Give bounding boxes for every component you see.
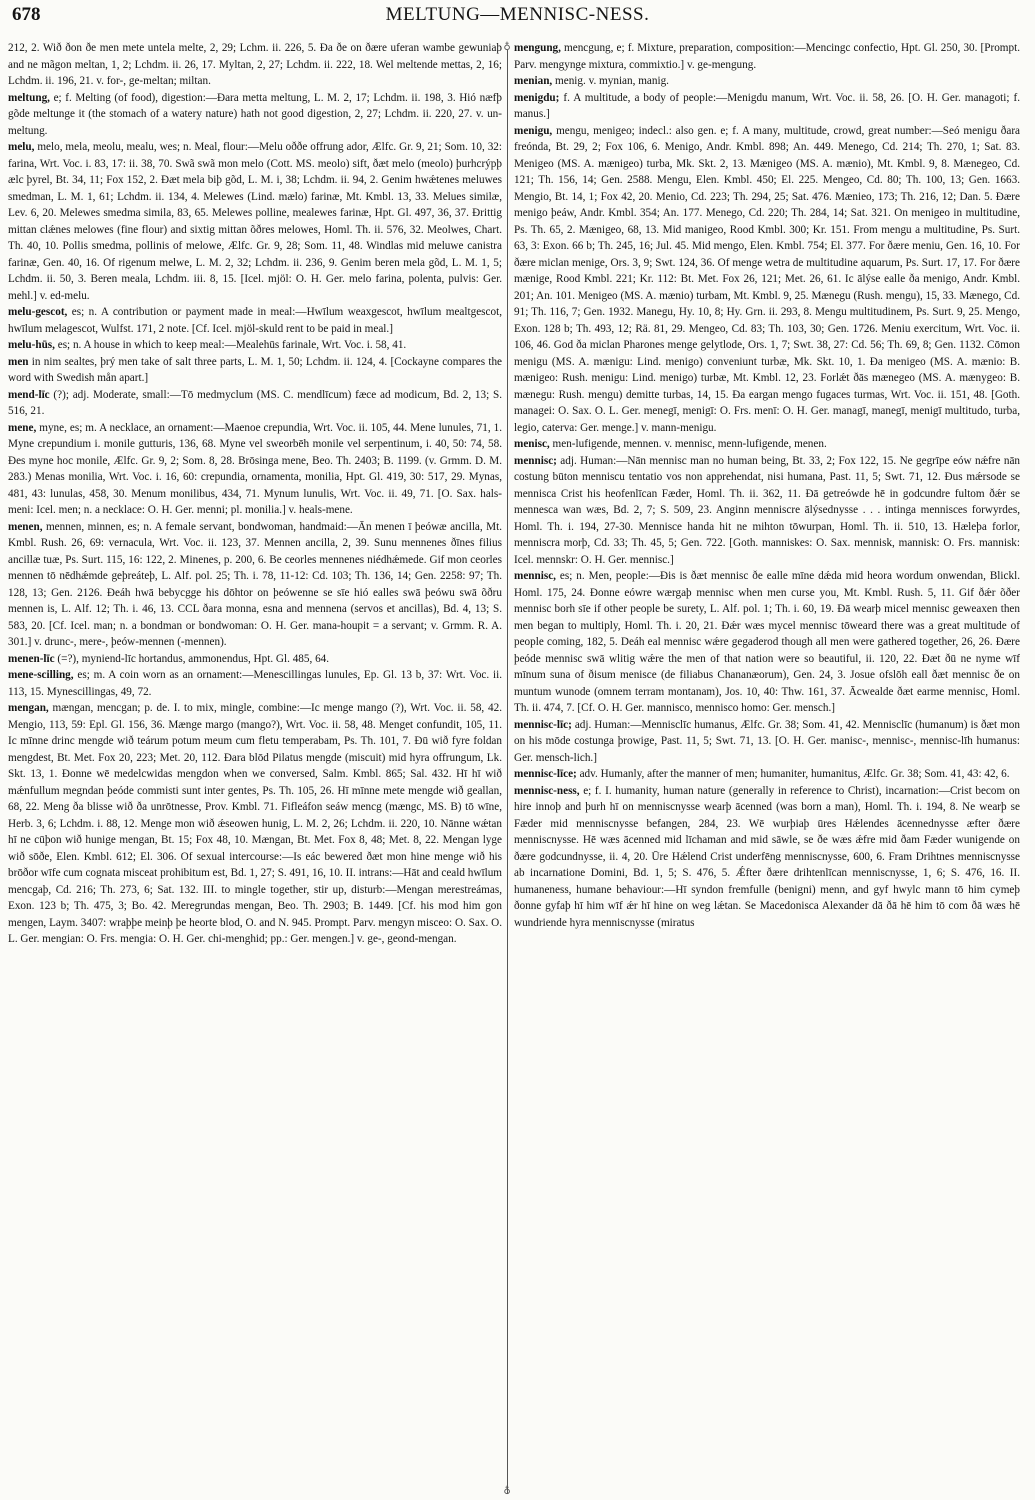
entry-headword: mene-scilling, [8, 669, 74, 681]
dictionary-entry [8, 420, 502, 519]
entry-headword: mengan, [8, 702, 49, 714]
entry-body: adj. Human:—Mennisclīc humanus, Ælfc. Gr. 38; Som. 41, 42. Mennisclīc (humanum) is ðæt mon on his mōde costunga þrowige, Past. 11, 5; Swt. 71, 13. [O. H. Ger. manisc-, mennisc-, mennisc-līh humanus: Ger. mensch-lich.] [514, 718, 1020, 764]
dictionary-entry [514, 436, 1020, 453]
dictionary-entry [514, 783, 1020, 932]
dictionary-entry [8, 519, 502, 651]
column-divider-ornament-top: ♁ [503, 42, 511, 53]
entry-body: mennen, minnen, es; n. A female servant, bondwoman, handmaid:—Ān menen ī þeówæ ancilla, Mt. Kmbl. Rush. 26, 69: vernacula, Wrt. Voc. ii. 123, 37. Mennen ancilla, 2, 39. Sunu mennenes ðīnes filius ancillæ tuæ, Ps. Surt. 115, 16: 122, 2. Minenes, p. 200, 6. Be ceorles mennenes niédhǽmede. Gif mon ceorles mennen tō nēdhǽmde geþreáteþ, L. Alf. pol. 25; Th. i. 78, 11-12: Cd. 103; Th. 136, 14; Gen. 2258: 97; Th. 128, 13; Gen. 2126. Ðeáh hwā bebycgge his dōhtor on þeówenne se sīe hió ealles swā þeówu swā õðru mennen is, L. Alf. 12; Th. i. 46, 13. CCL ðara monna, esna and mennena (servos et ancillas), Bd. 4, 13; S. 583, 20. [Cf. Icel. man; n. a bondman or bondwoman: O. H. Ger. mana-houpit = a servant; v. Grmm. R. A. 301.] v. drunc-, mere-, þeów-mennen (-mennen). [8, 520, 502, 648]
entry-headword: melu-hūs, [8, 339, 55, 351]
entry-headword: mene, [8, 421, 37, 434]
entry-headword: mennisc; [514, 454, 557, 467]
dictionary-entry [8, 40, 502, 90]
dictionary-entry [514, 766, 1020, 783]
entry-headword: melu, [8, 141, 35, 153]
entry-body: f. A multitude, a body of people:—Menigdu manum, Wrt. Voc. ii. 58, 26. [O. H. Ger. managoti; f. manus.] [514, 91, 1020, 120]
dictionary-entry [8, 354, 502, 387]
entry-headword: menen, [8, 520, 43, 533]
entry-headword: mengung, [514, 42, 561, 54]
entry-body: mencgung, e; f. Mixture, preparation, composition:—Mencingc confectio, Hpt. Gl. 250, 30. [Prompt. Parv. mengynge mixtura, commixtio.] v. ge-mengung. [514, 42, 1020, 71]
entry-headword: melu-gescot, [8, 306, 68, 318]
running-head: MELTUNG—MENNISC-NESS. [385, 4, 650, 25]
dictionary-entry [514, 73, 1020, 90]
entry-headword: meltung, [8, 91, 50, 104]
entry-body: men-lufigende, mennen. v. mennisc, menn-lufigende, menen. [552, 438, 827, 450]
dictionary-entry [514, 568, 1020, 717]
dictionary-entry [8, 700, 502, 948]
dictionary-entry [8, 337, 502, 354]
entry-body: e; f. I. humanity, human nature (generally in reference to Christ), incarnation:—Crist becom on hire innoþ and þurh hī on menniscnysse wearþ ācenned (was born a man), Homl. Th. i. 194, 8. Ne wearþ se Fæder mid menniscnysse befangen, 284, 23. Wē wurþiaþ ūres Hǽlendes ācennednysse æfter ðære menniscnysse. Hē wæs ācenned mid līchaman and mid sāwle, se ðe wæs ǽfre mid ðam Fæder wunigende on ðære godcundnysse, ii. 4, 20. Ūre Hǽlend Crist underfēng menniscnysse, 600, 6. Fram Drihtnes menniscnysse ab incarnatione Domini, Bd. 1, 5; S. 476, 5. Ǽfter ðære drihtenlīcan menniscnysse, 1, 6; S. 476, 16. II. humaneness, humane behaviour:—Hī syndon fremfulle (benigni) menn, and gyf hwylc mann tō him cymeþ ðonne gyfaþ hī him wīf ǽr hī hine on weg lǽtan. Se Macedonisca Alexander dā ðā hē him tō com ðā wæs hē wundriende hyra menniscnysse (miratus [514, 784, 1020, 929]
entry-body: mengu, menigeo; indecl.: also gen. e; f. A many, multitude, crowd, great number:—Seó menigu ðara freónda, Bt. 29, 2; Fox 106, 6. Menigo, Andr. Kmbl. 898; An. 449. Menego, Cd. 214; Th. 270, 1; Sat. 83. Menigeo (MS. A. mænigeo) turba, Mk. Skt. 2, 13. Mænigeo (MS. A. mænio), Mt. Kmbl. 9, 8. Mænegeo, Cd. 121; Th. 156, 14; Gen. 2588. Mengu, Elen. Kmbl. 450; El. 225. Mengeo, Cd. 80; Th. 100, 13; Gen. 1663. Mengio, Bt. 14, 1; Fox 42, 20. Menio, Cd. 223; Th. 294, 25; Sat. 476. Mænieo, 173; Th. 216, 12; Dan. 5. Ðære menigo þeáw, Andr. Kmbl. 354; An. 177. Menego, Cd. 220; Th. 284, 14; Sat. 321. On menigeo in multitudine, Ps. Th. 65, 2. Mænigeo, 68, 13. Mid manigeo, Rood Kmbl. 300; Kr. 151. From mengu a multitudine, Ps. Surt. 63, 3: Exon. 66 b; Th. 245, 16; Jul. 45. Mid mengo, Elen. Kmbl. 754; El. 377. For ðære meniu, Gen. 16, 10. For ðære miclan menige, Ors. 3, 9; Swt. 124, 36. Of menge wetra de multitudine aquarum, Ps. Surt. 17, 17. For ðære mænige, Rood Kmbl. 221; Kr. 112: Bt. Met. Fox 26, 121; Met. 26, 61. Ic ālýse ealle ða menigo, Andr. Kmbl. 201; An. 101. Menigeo (MS. A. mænio) turbam, Mt. Kmbl. 9, 25. Mænegu (Rush. mengu), 15, 33. Mænego, Cd. 91; Th. 116, 7; Gen. 1932. Manegu, Hy. 10, 8; Hy. Grn. ii. 293, 8. Mengu multitudinem, Ps. Surt. 9, 25. Mengo, Exon. 128 b; Th. 493, 12; Rä. 81, 29. Mengeo, Cd. 83; Th. 103, 30; Gen. 1726. Meniu exercitum, Wrt. Voc. ii. 106, 46. God ða miclan Pharones menge gelytlode, Ors. 1, 7; Swt. 38, 27: Cd. 56; Th. 69, 8; Gen. 1132. Cōmon menigu (MS. A. mænigu: Lind. menigo) conveniunt turbæ, Mk. Skt. 10, 1. Ða menigeo (MS. A. mænio: B. mænigeo: Rush. menigu: Lind. menigo) turbæ, Mt. Kmbl. 12, 23. Forlǽt ðās mænegeo (MS. A. mænygeo: B. mænegu: Rush. mengu) demitte turbas, 14, 15. Ða eargan mengo fugaces turmas, Wrt. Voc. ii. 151, 48. [Goth. managei: O. Sax. O. L. Ger. menegī, menigī: O. Frs. menī: O. H. Ger. managī, manegī, menigī multitudo, turba, legio, caterva: Ger. menge.] v. mann-menigu. [514, 124, 1020, 434]
entry-body: es; m. A coin worn as an ornament:—Menescillingas lunules, Ep. Gl. 13 b, 37: Wrt. Voc. ii. 113, 15. Mynescillingas, 49, 72. [8, 669, 502, 698]
page-number: 678 [12, 4, 41, 25]
entry-headword: menian, [514, 75, 553, 87]
entry-headword: menen-līc [8, 652, 55, 665]
entry-body: es; n. A contribution or payment made in meal:—Hwīlum weaxgescot, hwīlum mealtgescot, hwīlum melagescot, Wulfst. 171, 2 note. [Cf. Icel. mjöl-skuld rent to be paid in meal.] [8, 306, 502, 335]
dictionary-entry [8, 387, 502, 420]
entry-body: (?); adj. Moderate, small:—Tō medmyclum (MS. C. mendlīcum) fæce ad modicum, Bd. 2, 13; S. 516, 21. [8, 388, 502, 417]
entry-body: melo, mela, meolu, mealu, wes; n. Meal, flour:—Melu oððe offrung ador, Ælfc. Gr. 9, 21; Som. 10, 32: farina, Wrt. Voc. i. 83, 17: ii. 38, 70. Swã swã mon melo (Cott. MS. meolo) sift, ðæt melo (meolo) þurhcrýpþ ælc þyrel, Bt. 34, 11; Fox 152, 2. Ðæt mela biþ gõd, L. M. i, 38; Lchdm. ii. 94, 2. Genim hwǽtenes meluwes smedman, L. M. 1, 61; Lchdm. ii. 134, 4. Melewes (Lind. mælo) farinæ, Mt. Kmbl. 13, 33. Melues similæ, Lev. 6, 20. Melewes smedma simila, 83, 65. Melewes polline, mealewes farinæ, Hpt. Gl. 497, 36, 37. Ðrittig mittan clǽnes melowes (fine flour) and sixtig mittan õðres melowes, Homl. Th. ii. 576, 32. Meolwes, Chart. Th. 40, 10. Pollis smedma, pollinis of melowe, Ælfc. Gr. 9, 28; Som. 11, 48. Windlas mid meluwe canistra farinæ, Gen. 40, 16. Of rigenum melwe, L. M. 2, 32; Lchdm. ii. 236, 9. Genim beren mela gõd, L. M. 1, 5; Lchdm. ii. 50, 3. Beren meala, Lchdm. iii. 8, 15. [Icel. mjöl: O. H. Ger. melo farina, polenta, pulvis: Ger. mehl.] v. ed-melu. [8, 141, 502, 302]
dictionary-entry [8, 139, 502, 304]
entry-headword: mennisc, [514, 570, 556, 582]
entry-body: e; f. Melting (of food), digestion:—Ðara metta meltung, L. M. 2, 17; Lchdm. ii. 198, 3. Hió næfþ gõde meltunge it (the stomach of a watery nature) hath not good digestion, 2, 27; Lchdm. ii. 220, 27. v. un-meltung. [8, 91, 502, 137]
entry-body: (=?), myniend-līc hortandus, ammonendus, Hpt. Gl. 485, 64. [57, 652, 330, 665]
column-divider-ornament-bottom: ♁ [503, 1486, 511, 1497]
dictionary-entry [514, 40, 1020, 73]
entry-body: es; n. Men, people:—Ðis is ðæt mennisc ðe ealle mīne dǽda mid heora wordum onwendan, Blickl. Homl. 175, 24. Ðonne eówre wærgaþ mennisc when men curse you, Mt. Kmbl. Rush. 5, 11. Gif ðǽr õðer mennisc borh sīe if other people be surety, L. Alf. pol. 1; Th. i. 60, 19. Ðā wearþ micel mennisc geweaxen then men began to multiply, Homl. Th. i. 20, 21. Ðǽr wæs mycel mennisc tōweard there was a great multitude of people coming, 182, 5. Deáh eal mennisc wǽre gegaderod though all men were gathered together, 26, 26. Ðære þeóde mennisc swā wlitig wǽre the men of that nation were so beautiful, ii. 120, 22. Ðæt ðū ne nyme wīf mīnum suna of ðisum menisce (de filiabus Chananæorum), Gen. 24, 3. Josue ofslōh eall ðæt mennisc ðe on muntum wunode (omnem terram montanam), Jos. 10, 40: Thw. 161, 37. Ācwealde ðæt earme mennisc, Homl. Th. ii. 474, 7. [Cf. O. H. Ger. mannisco, mennisco homo: Ger. mensch.] [514, 570, 1020, 714]
entry-body: es; n. A house in which to keep meal:—Mealehūs farinale, Wrt. Voc. i. 58, 41. [57, 339, 407, 351]
entry-body: menig. v. mynian, manig. [555, 75, 669, 87]
entry-headword: men [8, 355, 29, 368]
entry-headword: menisc, [514, 438, 550, 450]
entry-headword: mennisc-ness, [514, 784, 580, 797]
entry-body: mængan, mencgan; p. de. I. to mix, mingle, combine:—Ic menge mango (?), Wrt. Voc. ii. 58, 42. Mengio, 113, 59: Epl. Gl. 156, 36. Mænge margo (mango?), Wrt. Voc. ii. 58, 48. Menget confundit, 105, 11. Ic mīnne drinc mengde wið teárum potum meum cum fletu temperabam, Ps. Th. 101, 7. Ðū wið fyre foldan mengdest, Bt. Met. Fox 20, 223; Met. 20, 112. Ðara blōd Pilatus mengde (miscuit) mid hyra offrungum, Lk. Skt. 13, 1. Ðonne wē medelcwidas mengdon when we conversed, Salm. Kmbl. 865; Sal. 432. Hī hī wið mǽnfullum megndan þeóde commisti sunt inter gentes, Ps. Th. 105, 26. Hī mīnne mete mengde wið geallan, 68, 22. Meng ða blisse wið ða unrōtnesse, Prov. Kmbl. 71. Fifleáfon seáw mencg (mængc, MS. B) tō wīne, Herb. 3, 6; Lchdm. i. 88, 12. Menge mon wið ǽseowen hunig, L. M. 2, 26; Lchdm. ii. 220, 10. Nānne wǽtan hī ne cūþon wið hunige mengan, Bt. 15; Fox 48, 10. Mængan, Bt. Met. Fox 8, 48; Met. 8, 22. Mengan lyge wið sōðe, Elen. Kmbl. 612; El. 306. Of sexual intercourse:—Is eác bewered ðæt mon hine menge wið his brōðor wīfe cum cognata misceat prohibitum est, Bd. 1, 27; S. 491, 16, 10. II. intrans:—Hāt and ceald hwīlum mencgaþ, Cd. 216; Th. 273, 6; Sat. 132. III. to mingle together, stir up, disturb:—Mengan merestreámas, Exon. 123 b; Th. 475, 3; Bo. 42. Meregrundas mengan, Beo. Th. 2903; B. 1449. [Cf. his mod him gon mengen, Laym. 3407: wraþþe meinþ þe heorte blod, O. and N. 945. Prompt. Parv. mengyn misceo: O. Sax. O. L. Ger. mengian: O. Frs. mengia: O. H. Ger. chi-menghid; pp.: Ger. mengen.] v. ge-, geond-mengan. [8, 702, 502, 945]
entry-body: in nim sealtes, þrý men take of salt three parts, L. M. 1, 50; Lchdm. ii. 124, 4. [Cockayne compares the word with Swedish mån apart.] [8, 355, 502, 384]
entry-body: 212, 2. Wið ðon ðe men mete untela melte, 2, 29; Lchm. ii. 226, 5. Ða ðe on ðære uferan wambe gewuniaþ and ne mãgon meltan, 1, 2; Lchdm. ii. 26, 17. Myltan, 2, 27; Lchdm. ii. 222, 18. Wel meltende mettas, 2, 16; Lchdm. ii. 196, 21. v. for-, ge-meltan; miltan. [8, 42, 502, 87]
page-header [8, 4, 1027, 32]
dictionary-entry [8, 667, 502, 700]
left-column [8, 40, 502, 1490]
dictionary-entry [514, 123, 1020, 437]
dictionary-entry [514, 717, 1020, 767]
entry-headword: menigu, [514, 124, 553, 137]
dictionary-entry [8, 304, 502, 337]
entry-body: myne, es; m. A necklace, an ornament:—Maenoe crepundia, Wrt. Voc. ii. 105, 44. Mene lunules, 71, 1. Myne crepundium i. monile gutturis, 136, 68. Myne vel sweorbēh monile vel serpentinum, i. 40, 50: 74, 58. Ðes myne hoc monile, Ælfc. Gr. 9, 2; Som. 8, 28. Brōsinga mene, Beo. Th. 2403; B. 1199. (v. Grmm. D. M. 283.) Menas monilia, Wrt. Voc. i. 16, 60: crepundia, ornamenta, monilia, Hpt. Gl. 419, 30: 517, 29. Mynas, 481, 43: lunulas, 458, 30. Menum monilibus, 434, 71. Mynum lunulis, Wrt. Voc. ii. 49, 71. [O. Sax. hals-meni: Icel. men; n. a necklace: O. H. Ger. menni; pl. monilia.] v. heals-mene. [8, 421, 502, 516]
entry-headword: mend-līc [8, 388, 50, 401]
entry-headword: mennisc-līce; [514, 768, 577, 780]
column-divider [507, 50, 508, 1494]
entry-headword: menigdu; [514, 91, 560, 104]
entry-body: adj. Human:—Nān mennisc man no human being, Bt. 33, 2; Fox 122, 15. Ne gegrīpe eów nǽfre nān costung būton menniscu tentatio vos non apprehendat, nisi humana, Past. 11, 5; Swt. 71, 12. Ðus mǽrsode se mennisca Crist his heofenlīcan Fæder, Homl. Th. ii. 362, 11. Ðā getreówde hē in godcundre fultom ðǽr se mennesca wan wæs, Bd. 2, 7; S. 509, 23. Anginn menniscre ālýsednysse . . . intinga mennisces forwyrdes, Homl. Th. i. 194, 27-30. Mennisce handa hit ne mihton tōwurpan, Homl. Th. ii. 510, 13. Hæleþa forlor, menniscra morþ, Cd. 33; Th. 45, 5; Gen. 722. [Goth. manniskes: O. Sax. mennisk, mannisk: O. Frs. mannisk: Icel. mennskr: O. H. Ger. mennisc.] [514, 454, 1020, 566]
dictionary-entry [514, 90, 1020, 123]
dictionary-entry [8, 90, 502, 140]
entry-headword: mennisc-līc; [514, 718, 572, 731]
dictionary-entry [514, 453, 1020, 569]
dictionary-entry [8, 651, 502, 668]
entry-body: adv. Humanly, after the manner of men; humaniter, humanitus, Ælfc. Gr. 38; Som. 41, 43: 42, 6. [579, 768, 1010, 780]
right-column [514, 40, 1020, 1490]
